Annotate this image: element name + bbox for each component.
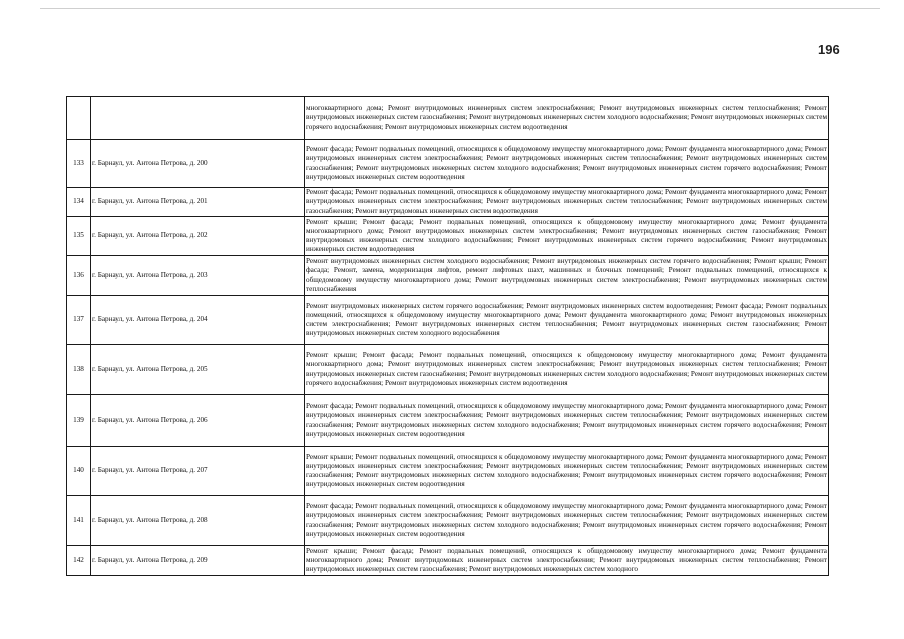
table-row [67, 188, 829, 217]
address-cell: г. Барнаул, ул. Антона Петрова, д. 201 [91, 188, 305, 217]
scan-border-top [40, 8, 880, 9]
works-cell: Ремонт крыши; Ремонт фасада; Ремонт подвальных помещений, относящихся к общедомовому имуществу многоквартирного дома; Ремонт фундамента многоквартирного дома; Ремонт внутридомовых инженерных систем электроснабжения; Ремонт внутридомовых инженерных систем газоснабжения; Ремонт внутридомовых инженерных систем холодного водоснабжения; Ремонт внутридомовых инженерных систем горячего водоснабжения; Ремонт внутридомовых инженерных систем водоотведения [305, 217, 829, 256]
address-cell: г. Барнаул, ул. Антона Петрова, д. 209 [91, 546, 305, 576]
row-number-cell: 141 [67, 496, 91, 546]
works-cell: Ремонт внутридомовых инженерных систем горячего водоснабжения; Ремонт внутридомовых инженерных систем водоотведения; Ремонт фасада; Ремонт подвальных помещений, относящихся к общедомовому имуществу многоквартирного дома; Ремонт фундамента многоквартирного дома; Ремонт внутридомовых инженерных систем электроснабжения; Ремонт внутридомовых инженерных систем теплоснабжения; Ремонт внутридомовых инженерных систем газоснабжения; Ремонт внутридомовых инженерных систем холодного водоснабжения [305, 296, 829, 345]
address-cell: г. Барнаул, ул. Антона Петрова, д. 203 [91, 256, 305, 296]
works-cell: Ремонт крыши; Ремонт фасада; Ремонт подвальных помещений, относящихся к общедомовому имуществу многоквартирного дома; Ремонт фундамента многоквартирного дома; Ремонт внутридомовых инженерных систем электроснабжения; Ремонт внутридомовых инженерных систем теплоснабжения; Ремонт внутридомовых инженерных систем газоснабжения; Ремонт внутридомовых инженерных систем холодного [305, 546, 829, 576]
row-number-cell: 138 [67, 345, 91, 395]
table-row [67, 256, 829, 296]
row-number-cell: 135 [67, 217, 91, 256]
table-row [67, 140, 829, 188]
row-number-cell: 139 [67, 395, 91, 447]
address-cell: г. Барнаул, ул. Антона Петрова, д. 206 [91, 395, 305, 447]
page-number: 196 [818, 42, 840, 57]
row-number-cell: 136 [67, 256, 91, 296]
works-cell: Ремонт фасада; Ремонт подвальных помещений, относящихся к общедомовому имуществу многоквартирного дома; Ремонт фундамента многоквартирного дома; Ремонт внутридомовых инженерных систем электроснабжения; Ремонт внутридомовых инженерных систем теплоснабжения; Ремонт внутридомовых инженерных систем газоснабжения; Ремонт внутридомовых инженерных систем водоотведения [306, 188, 827, 215]
works-cell: многоквартирного дома; Ремонт внутридомовых инженерных систем электроснабжения; Ремонт внутридомовых инженерных систем теплоснабжения; Ремонт внутридомовых инженерных систем газоснабжения; Ремонт внутридомовых инженерных систем холодного водоснабжения; Ремонт внутридомовых инженерных систем горячего водоснабжения; Ремонт внутридомовых инженерных систем водоотведения [305, 97, 829, 140]
address-cell [91, 97, 305, 140]
table-row [67, 345, 829, 395]
works-cell: Ремонт крыши; Ремонт подвальных помещений, относящихся к общедомовому имуществу многоквартирного дома; Ремонт фундамента многоквартирного дома; Ремонт внутридомовых инженерных систем электроснабжения; Ремонт внутридомовых инженерных систем теплоснабжения; Ремонт внутридомовых инженерных систем газоснабжения; Ремонт внутридомовых инженерных систем холодного водоснабжения; Ремонт внутридомовых инженерных систем горячего водоснабжения; Ремонт внутридомовых инженерных систем водоотведения [305, 447, 829, 496]
works-cell: Ремонт фасада; Ремонт подвальных помещений, относящихся к общедомовому имуществу многоквартирного дома; Ремонт фундамента многоквартирного дома; Ремонт внутридомовых инженерных систем электроснабжения; Ремонт внутридомовых инженерных систем теплоснабжения; Ремонт внутридомовых инженерных систем газоснабжения; Ремонт внутридомовых инженерных систем холодного водоснабжения; Ремонт внутридомовых инженерных систем горячего водоснабжения; Ремонт внутридомовых инженерных систем водоотведения [305, 496, 829, 546]
address-cell: г. Барнаул, ул. Антона Петрова, д. 208 [91, 496, 305, 546]
address-cell: г. Барнаул, ул. Антона Петрова, д. 207 [91, 447, 305, 496]
repair-register-table [66, 96, 829, 576]
address-cell: г. Барнаул, ул. Антона Петрова, д. 202 [91, 217, 305, 256]
table-row [67, 447, 829, 496]
table-row [67, 97, 829, 140]
table-row [67, 395, 829, 447]
table-row [67, 496, 829, 546]
row-number-cell: 137 [67, 296, 91, 345]
row-number-cell [67, 97, 91, 140]
row-number-cell: 133 [67, 140, 91, 188]
row-number-cell: 140 [67, 447, 91, 496]
table-row [67, 296, 829, 345]
row-number-cell: 134 [67, 188, 91, 217]
address-cell: г. Барнаул, ул. Антона Петрова, д. 204 [91, 296, 305, 345]
works-cell: Ремонт внутридомовых инженерных систем холодного водоснабжения; Ремонт внутридомовых инженерных систем горячего водоснабжения; Ремонт крыши; Ремонт фасада; Ремонт, замена, модернизация лифтов, ремонт лифтовых шахт, машинных и блочных помещений; Ремонт подвальных помещений, относящихся к общедомовому имуществу многоквартирного дома; Ремонт внутридомовых инженерных систем электроснабжения; Ремонт внутридомовых инженерных систем теплоснабжения [305, 256, 829, 296]
address-cell: г. Барнаул, ул. Антона Петрова, д. 200 [91, 140, 305, 188]
works-cell: Ремонт крыши; Ремонт фасада; Ремонт подвальных помещений, относящихся к общедомовому имуществу многоквартирного дома; Ремонт фундамента многоквартирного дома; Ремонт внутридомовых инженерных систем электроснабжения; Ремонт внутридомовых инженерных систем теплоснабжения; Ремонт внутридомовых инженерных систем газоснабжения; Ремонт внутридомовых инженерных систем холодного водоснабжения; Ремонт внутридомовых инженерных систем горячего водоснабжения; Ремонт внутридомовых инженерных систем водоотведения [305, 345, 829, 395]
table-row [67, 546, 829, 576]
row-number-cell: 142 [67, 546, 91, 576]
address-cell: г. Барнаул, ул. Антона Петрова, д. 205 [91, 345, 305, 395]
works-cell: Ремонт фасада; Ремонт подвальных помещений, относящихся к общедомовому имуществу многоквартирного дома; Ремонт фундамента многоквартирного дома; Ремонт внутридомовых инженерных систем электроснабжения; Ремонт внутридомовых инженерных систем теплоснабжения; Ремонт внутридомовых инженерных систем газоснабжения; Ремонт внутридомовых инженерных систем холодного водоснабжения; Ремонт внутридомовых инженерных систем горячего водоснабжения; Ремонт внутридомовых инженерных систем водоотведения [305, 140, 829, 188]
table-row [67, 217, 829, 256]
works-cell: Ремонт фасада; Ремонт подвальных помещений, относящихся к общедомовому имуществу многоквартирного дома; Ремонт фундамента многоквартирного дома; Ремонт внутридомовых инженерных систем электроснабжения; Ремонт внутридомовых инженерных систем теплоснабжения; Ремонт внутридомовых инженерных систем газоснабжения; Ремонт внутридомовых инженерных систем холодного водоснабжения; Ремонт внутридомовых инженерных систем горячего водоснабжения; Ремонт внутридомовых инженерных систем водоотведения [305, 395, 829, 447]
